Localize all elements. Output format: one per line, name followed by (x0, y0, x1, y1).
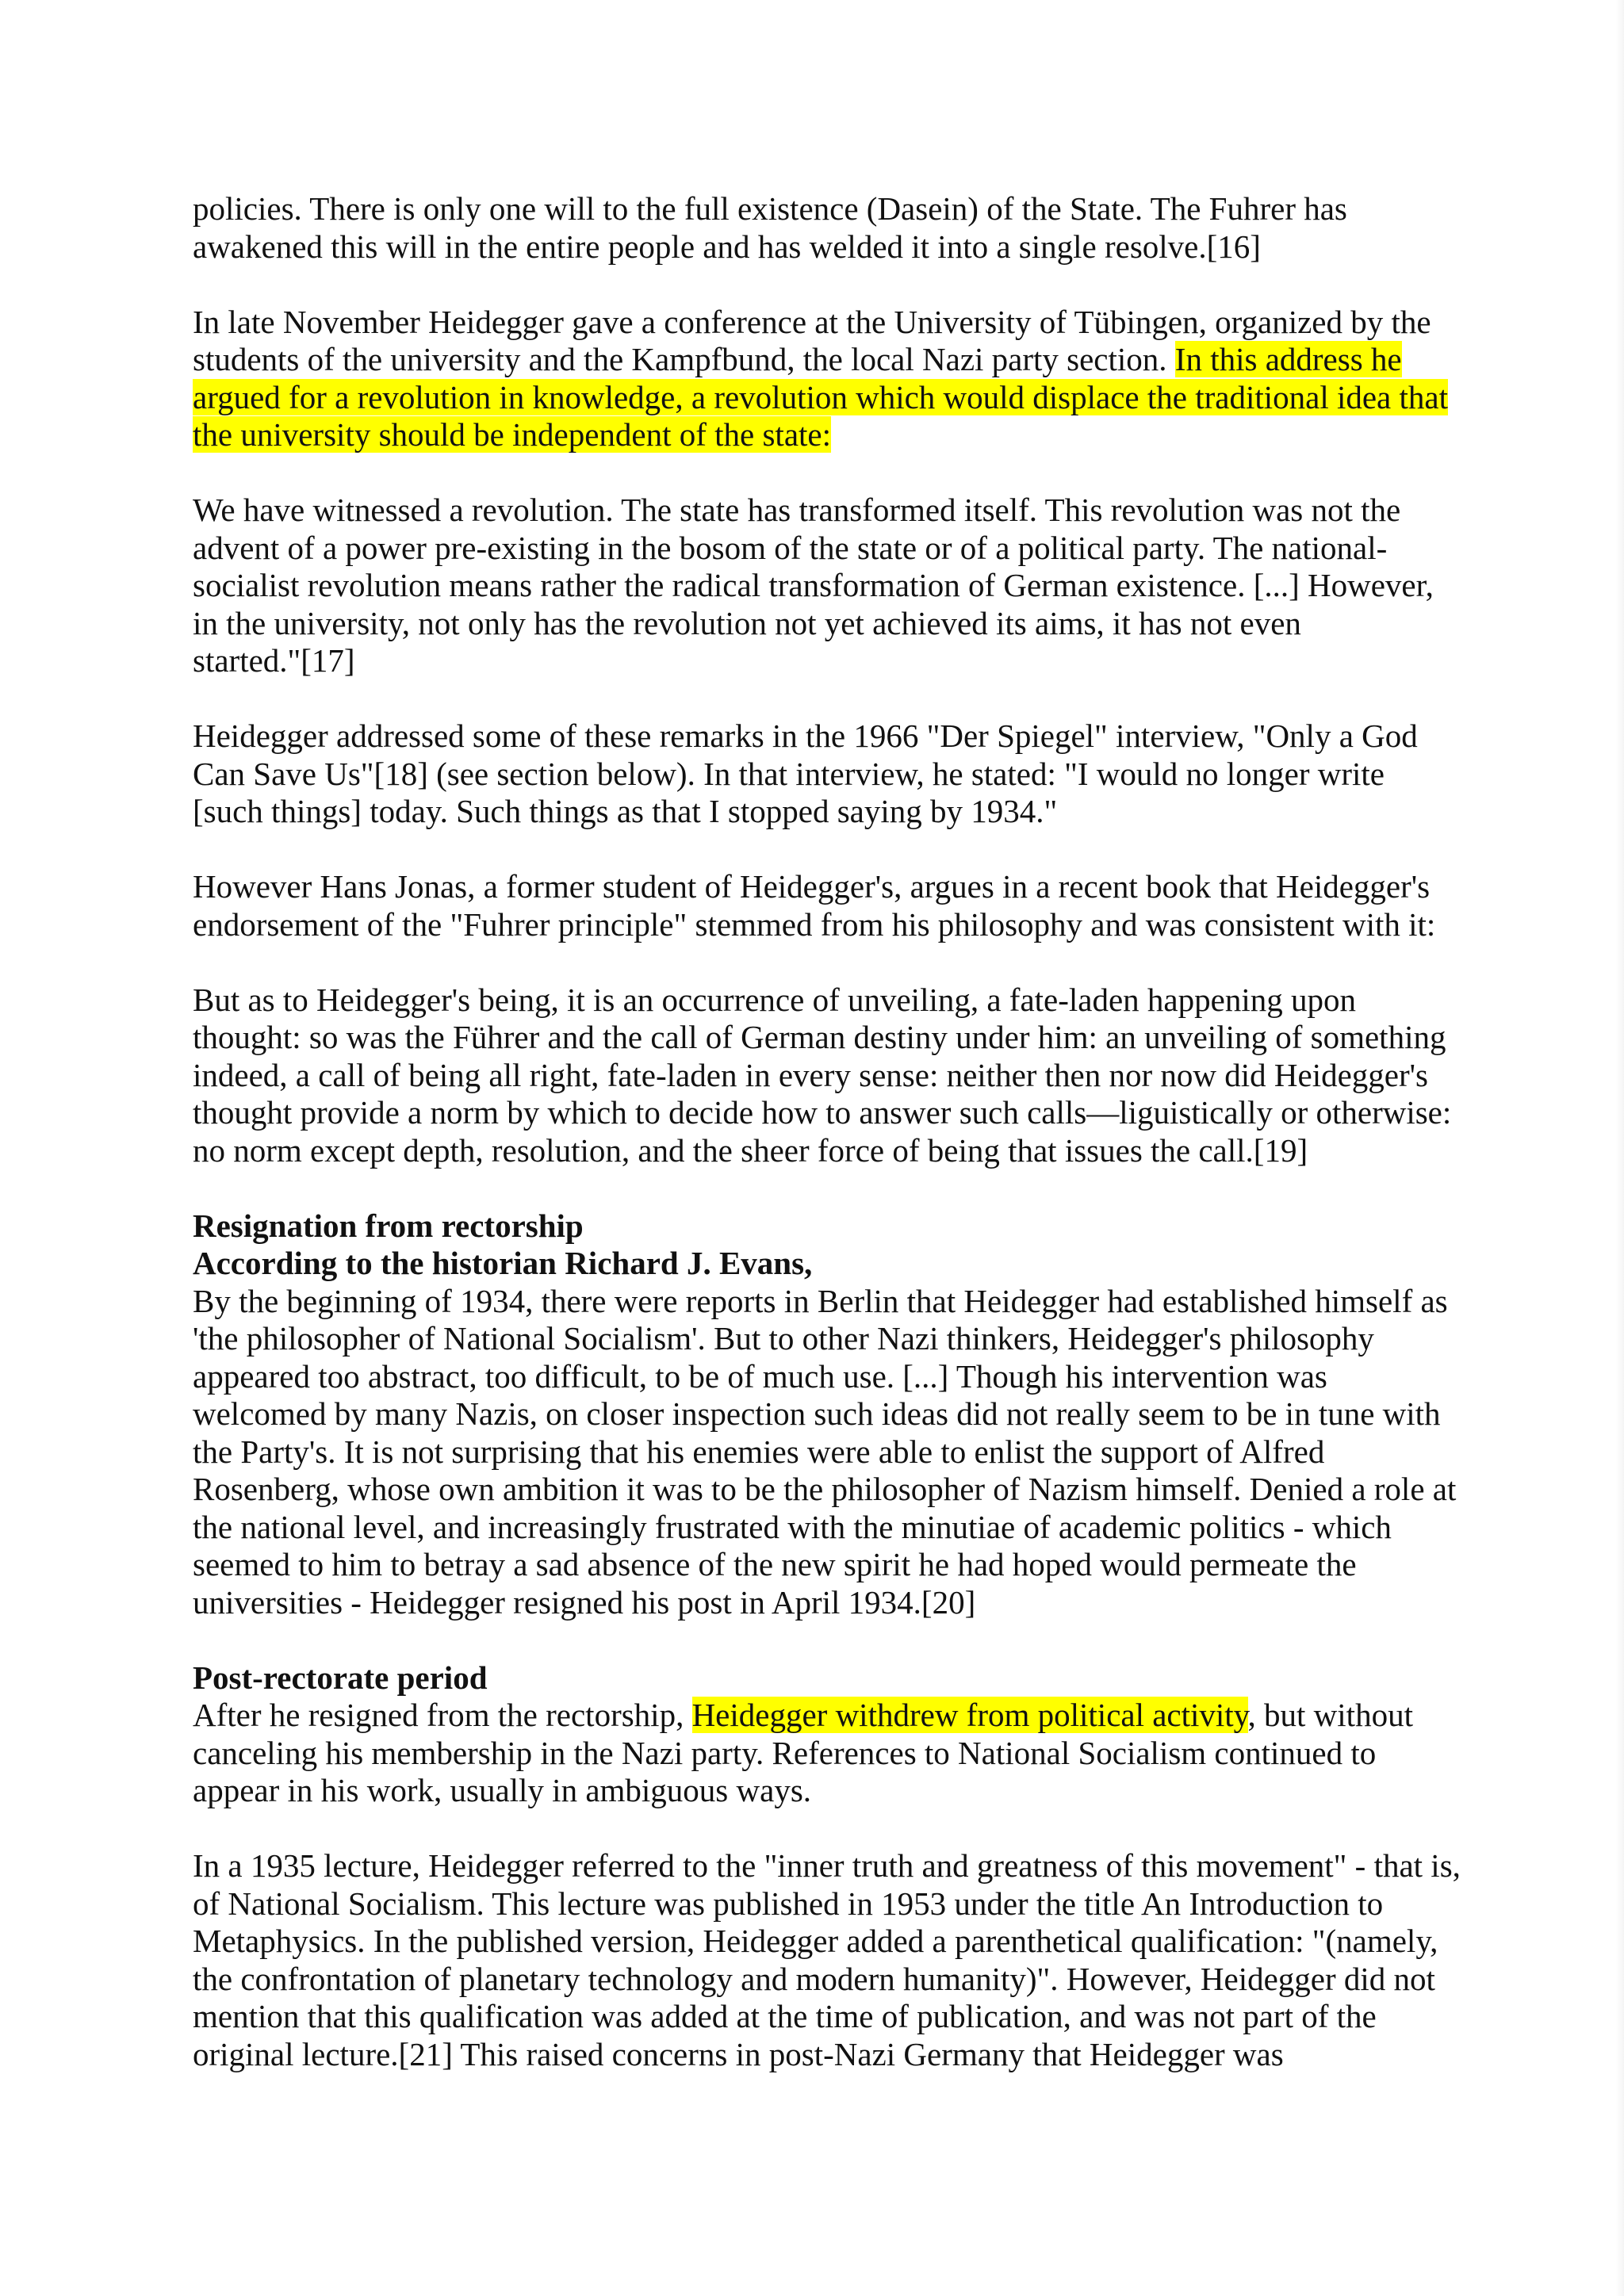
text-line: thought: so was the Führer and the call of German destiny under him: an unveiling of something (193, 1019, 1446, 1055)
text-line (193, 379, 1477, 417)
text-line: indeed, a call of being all right, fate-laden in every sense: neither then nor now did Heidegger's (193, 1056, 1428, 1093)
text-line: thought provide a norm by which to decide how to answer such calls—liguistically or otherwise: (193, 1094, 1452, 1131)
text-line: appeared too abstract, too difficult, to be of much use. [...] Though his intervention was (193, 1357, 1327, 1395)
paragraph-policies (193, 190, 1477, 266)
text-line: Rosenberg, whose own ambition it was to be the philosopher of Nazism himself. Denied a role at (193, 1471, 1457, 1507)
paragraph-spiegel-interview (193, 718, 1477, 831)
text-line: awakened this will in the entire people and has welded it into a single resolve.[16] (193, 228, 1261, 265)
text-line: the confrontation of planetary technology and modern humanity)". However, Heidegger did not (193, 1960, 1435, 1997)
text-line: welcomed by many Nazis, on closer inspection such ideas did not really seem to be in tune with (193, 1395, 1441, 1432)
text-span: After he resigned from the rectorship, (193, 1697, 692, 1733)
highlighted-text: the university should be independent of the state: (193, 416, 832, 453)
text-line: started."[17] (193, 642, 355, 679)
section-heading: Resignation from rectorship (193, 1207, 584, 1244)
paragraph-tubingen-conference (193, 304, 1477, 454)
paragraph-hans-jonas (193, 868, 1477, 943)
highlighted-text: argued for a revolution in knowledge, a revolution which would displace the traditional idea that (193, 378, 1448, 415)
document-page (193, 190, 1477, 2111)
text-line: In a 1935 lecture, Heidegger referred to the "inner truth and greatness of this movement" - that is, (193, 1847, 1461, 1884)
text-line: universities - Heidegger resigned his post in April 1934.[20] (193, 1583, 976, 1621)
text-span: students of the university and the Kampfbund, the local Nazi party section. (193, 341, 1175, 377)
text-line: But as to Heidegger's being, it is an occurrence of unveiling, a fate-laden happening upon (193, 981, 1356, 1018)
text-line: in the university, not only has the revolution not yet achieved its aims, it has not even (193, 604, 1301, 641)
paragraph-quote-revolution (193, 492, 1477, 680)
highlighted-text: Heidegger withdrew from political activity (691, 1697, 1248, 1733)
text-line: no norm except depth, resolution, and the sheer force of being that issues the call.[19] (193, 1131, 1308, 1169)
text-line: By the beginning of 1934, there were reports in Berlin that Heidegger had established himself as (193, 1282, 1448, 1319)
text-line: Metaphysics. In the published version, Heidegger added a parenthetical qualification: "(namely, (193, 1923, 1438, 1959)
section-resignation (193, 1207, 1477, 1622)
text-line: We have witnessed a revolution. The state has transformed itself. This revolution was not the (193, 492, 1401, 528)
text-line: In late November Heidegger gave a conference at the University of Tübingen, organized by the (193, 303, 1431, 340)
text-line: 'the philosopher of National Socialism'. But to other Nazi thinkers, Heidegger's philosophy (193, 1320, 1374, 1357)
text-line (193, 1697, 1477, 1735)
text-line: the national level, and increasingly frustrated with the minutiae of academic politics - which (193, 1508, 1392, 1545)
text-line: of National Socialism. This lecture was published in 1953 under the title An Introduction to (193, 1885, 1384, 1922)
text-line: socialist revolution means rather the radical transformation of German existence. [...] However, (193, 567, 1434, 603)
text-line (193, 341, 1477, 379)
paragraph-1935-lecture (193, 1847, 1477, 2073)
text-line: the Party's. It is not surprising that his enemies were able to enlist the support of Alfred (193, 1433, 1325, 1470)
text-line: However Hans Jonas, a former student of Heidegger's, argues in a recent book that Heidegger's (193, 868, 1431, 905)
text-span: , but without (1247, 1697, 1413, 1733)
highlighted-text: In this address he (1174, 341, 1402, 377)
text-line: endorsement of the "Fuhrer principle" stemmed from his philosophy and was consistent with it: (193, 905, 1436, 943)
section-post-rectorate (193, 1659, 1477, 1810)
text-line: canceling his membership in the Nazi party. References to National Socialism continued to (193, 1734, 1377, 1771)
section-heading: Post-rectorate period (193, 1659, 488, 1696)
text-line: appear in his work, usually in ambiguous ways. (193, 1772, 812, 1808)
page-edge-shadow (1616, 0, 1624, 2296)
text-line: mention that this qualification was added at the time of publication, and was not part of the (193, 1998, 1377, 2034)
text-line: original lecture.[21] This raised concerns in post-Nazi Germany that Heidegger was (193, 2035, 1284, 2072)
paragraph-quote-unveiling (193, 982, 1477, 1170)
text-line: Heidegger addressed some of these remarks in the 1966 "Der Spiegel" interview, "Only a God (193, 718, 1418, 754)
text-line: policies. There is only one will to the full existence (Dasein) of the State. The Fuhrer has (193, 190, 1347, 227)
text-line: seemed to him to betray a sad absence of the new spirit he had hoped would permeate the (193, 1546, 1357, 1582)
text-line: advent of a power pre-existing in the bosom of the state or of a political party. The national- (193, 529, 1388, 566)
subheading: According to the historian Richard J. Evans, (193, 1245, 813, 1281)
text-line: [such things] today. Such things as that I stopped saying by 1934." (193, 793, 1058, 829)
text-line: Can Save Us"[18] (see section below). In that interview, he stated: "I would no longer write (193, 755, 1385, 792)
text-line (193, 416, 1477, 454)
